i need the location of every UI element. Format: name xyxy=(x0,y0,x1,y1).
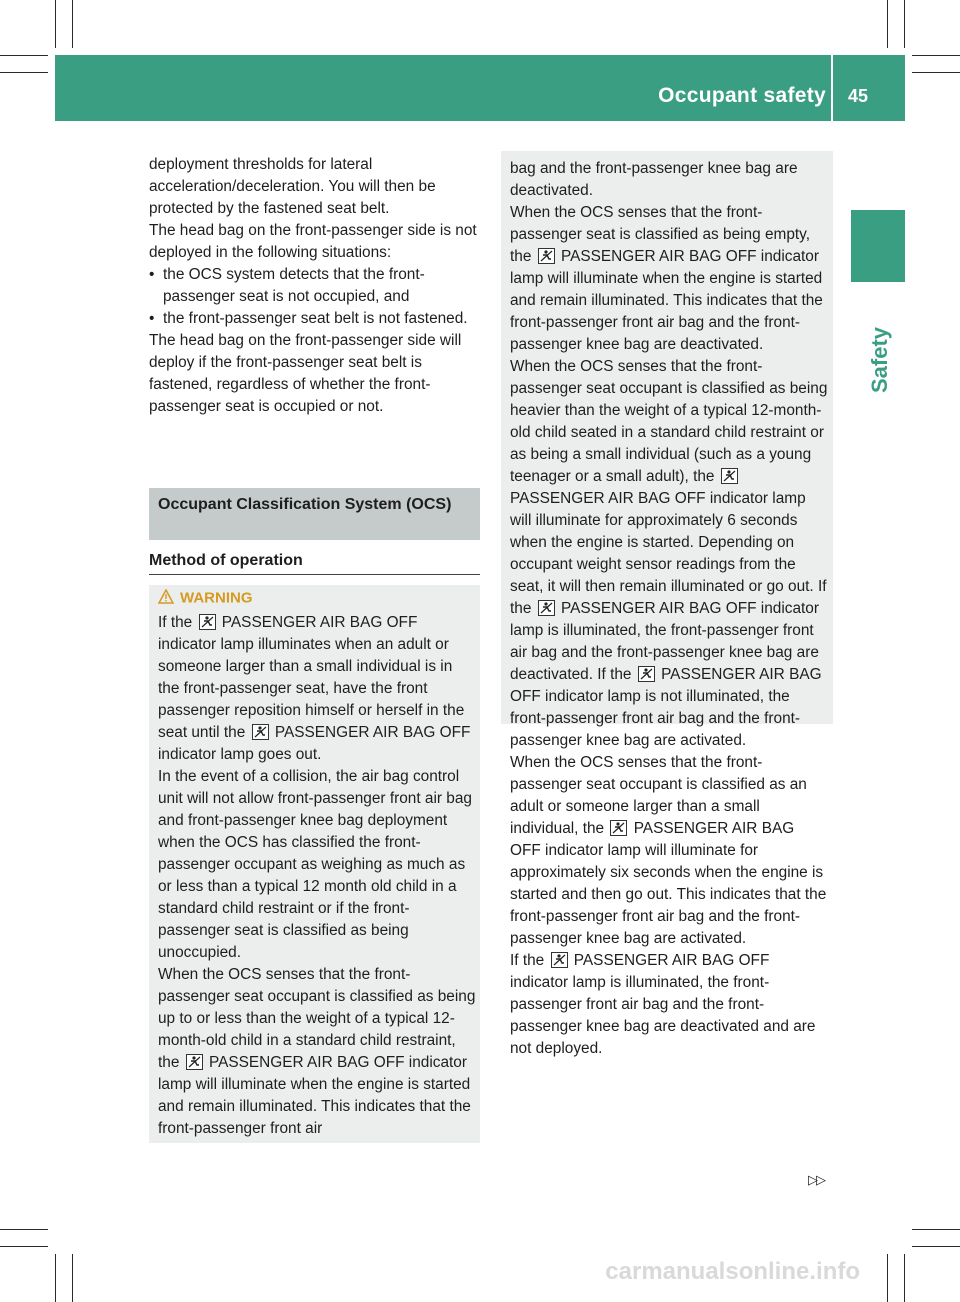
column-right xyxy=(510,158,828,1060)
text-run: PASSENGER AIR BAG OFF indicator lamp is illuminated, the front-passenger front air bag and the front-passenger knee bag are deactivated. If the xyxy=(510,600,819,683)
passenger-airbag-off-icon xyxy=(721,468,738,484)
text-run: When the OCS senses that the front-passenger seat occupant is classified as being up to or less than the weight of a typical 12-month-old child in a standard child restraint, the xyxy=(158,966,476,1071)
bullet-text: the OCS system detects that the front-passenger seat is not occupied, and xyxy=(163,266,425,305)
paragraph xyxy=(158,964,476,1140)
chapter-label xyxy=(853,300,907,420)
crop-mark xyxy=(887,1254,888,1302)
passenger-airbag-off-icon xyxy=(186,1054,203,1070)
paragraph: The head bag on the front-passenger side is not deployed in the following situations: xyxy=(149,222,477,261)
crop-mark xyxy=(912,55,960,56)
crop-mark xyxy=(904,0,905,48)
warning-text xyxy=(158,612,476,1140)
paragraph: The head bag on the front-passenger side will deploy if the front-passenger seat belt is fastened, regardless of whether the front-passenger seat is occupied or not. xyxy=(149,332,462,415)
passenger-airbag-off-icon xyxy=(638,666,655,682)
crop-mark xyxy=(55,0,56,48)
chapter-label-text: Safety xyxy=(867,326,892,394)
paragraph xyxy=(510,950,828,1060)
crop-mark xyxy=(0,1229,48,1230)
paragraph: bag and the front-passenger knee bag are deactivated. xyxy=(510,160,798,199)
passenger-airbag-off-icon xyxy=(551,952,568,968)
passenger-airbag-off-icon xyxy=(610,820,627,836)
passenger-airbag-off-icon xyxy=(538,248,555,264)
text-run: PASSENGER AIR BAG OFF indicator lamp will illuminate when the engine is started and remain illuminated. This indicates that the front-passenger front air xyxy=(158,1054,471,1137)
crop-mark xyxy=(0,1246,48,1247)
chapter-tab xyxy=(851,210,905,282)
paragraph xyxy=(510,752,828,950)
crop-mark xyxy=(72,0,73,48)
header-divider xyxy=(831,55,833,121)
crop-mark xyxy=(904,1254,905,1302)
text-run: PASSENGER AIR BAG OFF indicator lamp is illuminated, the front-passenger front air bag and the front-passenger knee bag are deactivated and are not deployed. xyxy=(510,952,816,1057)
subsection-rule xyxy=(149,574,480,575)
bullet-text: the front-passenger seat belt is not fastened. xyxy=(163,310,468,327)
bullet-icon: • xyxy=(149,310,155,327)
column-left xyxy=(149,154,483,418)
bullet-item xyxy=(149,308,483,330)
text-run: PASSENGER AIR BAG OFF indicator lamp is not illuminated, the front-passenger front air bag and the front-passenger knee bag are activated. xyxy=(510,666,822,749)
passenger-airbag-off-icon xyxy=(538,600,555,616)
warning-heading xyxy=(158,589,253,608)
crop-mark xyxy=(0,55,48,56)
text-run: PASSENGER AIR BAG OFF indicator lamp goes out. xyxy=(158,724,471,763)
continue-arrows-icon: ▷▷ xyxy=(808,1172,824,1187)
paragraph xyxy=(510,202,828,356)
text-run: PASSENGER AIR BAG OFF indicator lamp will illuminate when the engine is started and remain illuminated. This indicates that the front-passenger front air bag and the front-passenger knee bag are deactivated. xyxy=(510,248,823,353)
paragraph: deployment thresholds for lateral acceleration/deceleration. You will then be protected by the fastened seat belt. xyxy=(149,156,436,217)
paragraph xyxy=(158,612,476,766)
text-run: When the OCS senses that the front-passenger seat is classified as being empty, the xyxy=(510,204,810,265)
passenger-airbag-off-icon xyxy=(252,724,269,740)
bullet-icon: • xyxy=(149,266,155,283)
paragraph xyxy=(510,356,828,752)
crop-mark xyxy=(55,1254,56,1302)
text-run: PASSENGER AIR BAG OFF indicator lamp will illuminate for approximately six seconds when the engine is started and then go out. This indicates that the front-passenger front air bag and the front-passenger knee bag are activated. xyxy=(510,820,827,947)
crop-mark xyxy=(72,1254,73,1302)
passenger-airbag-off-icon xyxy=(199,614,216,630)
text-run: If the xyxy=(158,614,193,631)
crop-mark xyxy=(912,1246,960,1247)
paragraph: In the event of a collision, the air bag control unit will not allow front-passenger front air bag and front-passenger knee bag deployment when the OCS has classified the front-passenger occupant as weighing as much as or less than a typical 12 month old child in a standard child restraint or if the front-passenger seat is classified as being unoccupied. xyxy=(158,768,472,961)
text-run: When the OCS senses that the front-passenger seat occupant is classified as an adult or someone larger than a small individual, the xyxy=(510,754,807,837)
text-run: PASSENGER AIR BAG OFF indicator lamp will illuminate for approximately 6 seconds when the engine is started. Depending on occupant weight sensor readings from the seat, it will then remain illuminated or go out. If the xyxy=(510,490,827,617)
text-run: If the xyxy=(510,952,545,969)
warning-label: WARNING xyxy=(180,589,253,607)
text-run: When the OCS senses that the front-passenger seat occupant is classified as being heavier than the weight of a typical 12-month-old child seated in a standard child restraint or as being a small individual (such as a young teenager or a small adult), the xyxy=(510,358,828,485)
bullet-item xyxy=(149,264,483,308)
section-title: Occupant Classification System (OCS) xyxy=(158,496,452,513)
page-number: 45 xyxy=(848,86,869,106)
page-header-title: Occupant safety xyxy=(658,84,826,107)
crop-mark xyxy=(887,0,888,48)
crop-mark xyxy=(0,72,48,73)
text-run: PASSENGER AIR BAG OFF indicator lamp illuminates when an adult or someone larger than a small individual is in the front-passenger seat, have the front passenger reposition himself or herself in the seat until the xyxy=(158,614,465,741)
subsection-title: Method of operation xyxy=(149,552,303,569)
crop-mark xyxy=(912,72,960,73)
warning-triangle-icon xyxy=(158,589,174,608)
crop-mark xyxy=(912,1229,960,1230)
watermark: carmanualsonline.info xyxy=(605,1258,860,1285)
